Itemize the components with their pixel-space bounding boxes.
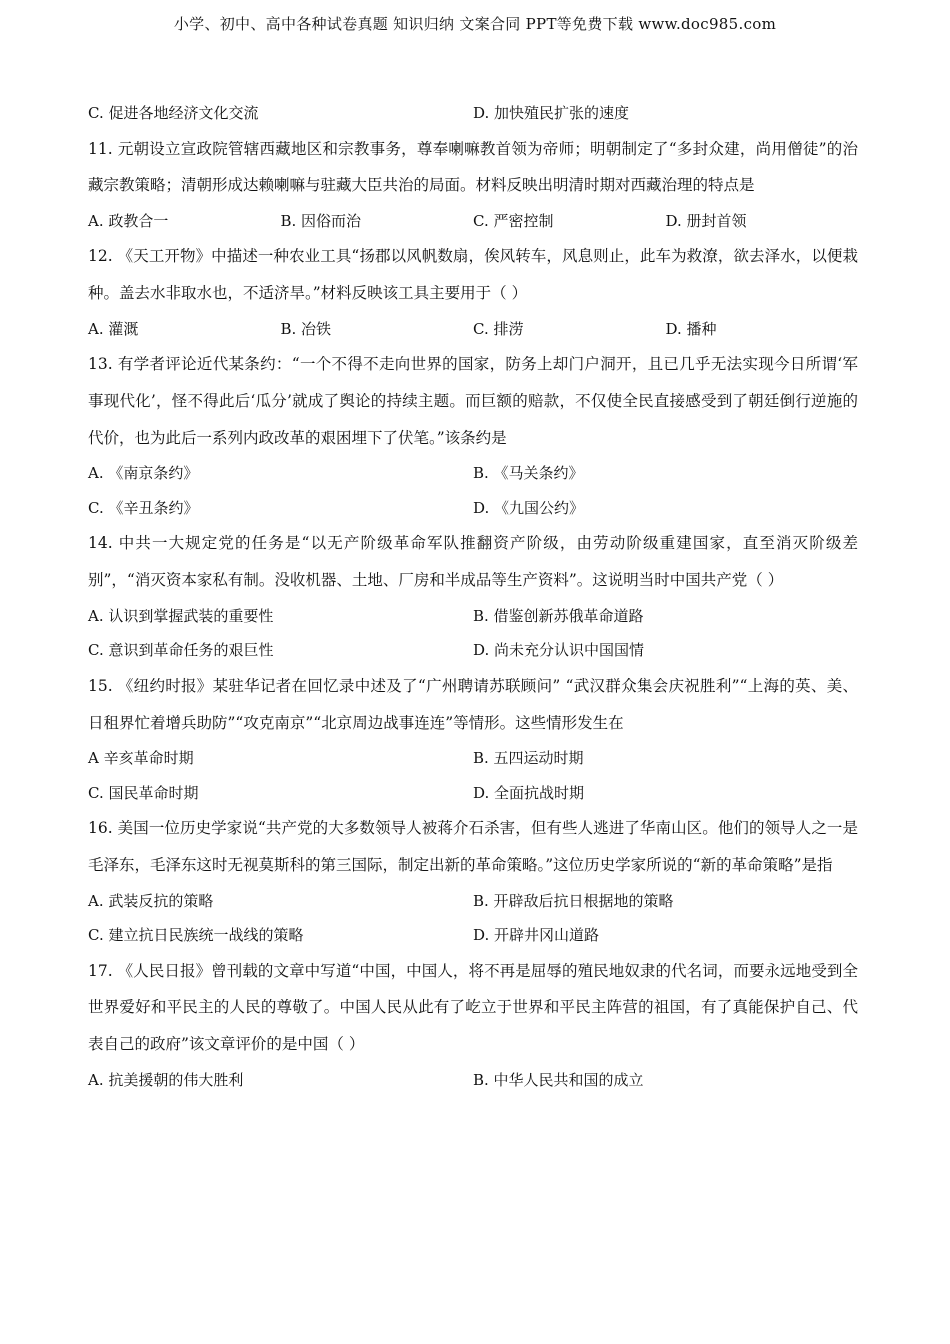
q11-option-c: C. 严密控制 <box>473 211 554 230</box>
q13-option-c: C. 《辛丑条约》 <box>88 498 199 517</box>
q17-option-b: B. 中华人民共和国的成立 <box>473 1070 644 1089</box>
q16-option-d: D. 开辟井冈山道路 <box>473 926 600 945</box>
q14-stem: 14. 中共一大规定党的任务是“以无产阶级革命军队推翻资产阶级，由劳动阶级重建国家，直至消灭阶级差别”，“消灭资本家私有制。没收机器、土地、厂房和半成品等生产资料”。这说明当时中国共产党（ ） <box>88 534 858 590</box>
q16-option-c: C. 建立抗日民族统一战线的策略 <box>88 926 304 945</box>
q15-options-row1 <box>88 741 858 776</box>
q17-options-row1 <box>88 1063 858 1098</box>
q13-option-d: D. 《九国公约》 <box>473 498 585 517</box>
q15-stem: 15. 《纽约时报》某驻华记者在回忆录中述及了“广州聘请苏联顾问” “武汉群众集会庆祝胜利”“上海的英、美、日租界忙着增兵助防”“攻克南京”“北京周边战事连连”等情形。这些情形发生在 <box>88 676 858 732</box>
q11-options <box>88 204 858 239</box>
q14-option-c: C. 意识到革命任务的艰巨性 <box>88 641 274 660</box>
q14-option-d: D. 尚未充分认识中国国情 <box>473 641 645 660</box>
q17-option-a: A. 抗美援朝的伟大胜利 <box>88 1070 244 1089</box>
q14-options-row1 <box>88 599 858 634</box>
q14-option-b: B. 借鉴创新苏俄革命道路 <box>473 606 644 625</box>
q15-option-d: D. 全面抗战时期 <box>473 783 585 802</box>
q15-option-c: C. 国民革命时期 <box>88 783 199 802</box>
q11-stem: 11. 元朝设立宣政院管辖西藏地区和宗教事务，尊奉喇嘛教首领为帝师；明朝制定了“多封众建，尚用僧徒”的治藏宗教策略；清朝形成达赖喇嘛与驻藏大臣共治的局面。材料反映出明清时期对西藏治理的特点是 <box>88 139 858 195</box>
q13-option-a: A. 《南京条约》 <box>88 464 199 483</box>
q12-option-c: C. 排涝 <box>473 319 524 338</box>
q11-option-d: D. 册封首领 <box>665 211 747 230</box>
q12-option-d: D. 播种 <box>665 319 717 338</box>
q13-options-row2 <box>88 491 858 526</box>
q15-option-a: A 辛亥革命时期 <box>88 749 194 768</box>
q13-stem: 13. 有学者评论近代某条约：“一个不得不走向世界的国家，防务上却门户洞开，且已几乎无法实现今日所谓‘军事现代化’，怪不得此后‘瓜分’就成了舆论的持续主题。而巨额的赔款，不仅使全民直接感受到了朝廷倒行逆施的代价，也为此后一系列内政改革的艰困埋下了伏笔。”该条约是 <box>88 355 858 447</box>
q12-option-b: B. 冶铁 <box>280 319 332 338</box>
q14-option-a: A. 认识到掌握武装的重要性 <box>88 606 274 625</box>
q11-option-b: B. 因俗而治 <box>280 211 362 230</box>
q16-option-b: B. 开辟敌后抗日根据地的策略 <box>473 891 674 910</box>
q15-option-b: B. 五四运动时期 <box>473 749 584 768</box>
q11-option-a: A. 政教合一 <box>88 211 169 230</box>
page-header: 小学、初中、高中各种试卷真题 知识归纳 文案合同 PPT等免费下载 www.doc985.com <box>173 15 777 33</box>
q14-options-row2 <box>88 633 858 668</box>
q16-stem: 16. 美国一位历史学家说“共产党的大多数领导人被蒋介石杀害，但有些人逃进了华南山区。他们的领导人之一是毛泽东，毛泽东这时无视莫斯科的第三国际，制定出新的革命策略。”这位历史学家所说的“新的革命策略”是指 <box>88 819 858 874</box>
q16-options-row1 <box>88 884 858 919</box>
q10-option-c: C. 促进各地经济文化交流 <box>88 104 259 122</box>
q15-options-row2 <box>88 776 858 811</box>
q12-options <box>88 312 858 347</box>
q12-option-a: A. 灌溉 <box>88 319 139 338</box>
q16-option-a: A. 武装反抗的策略 <box>88 891 214 910</box>
q10-option-d: D. 加快殖民扩张的速度 <box>473 104 630 122</box>
q13-options-row1 <box>88 456 858 491</box>
q13-option-b: B. 《马关条约》 <box>473 464 584 483</box>
q10-options <box>88 96 858 131</box>
exam-content <box>88 96 858 1097</box>
q12-stem: 12. 《天工开物》中描述一种农业工具“扬郡以风帆数扇，俟风转车，风息则止，此车为救潦，欲去泽水，以便栽种。盖去水非取水也，不适济旱。”材料反映该工具主要用于（ ） <box>88 247 858 303</box>
q17-stem: 17. 《人民日报》曾刊载的文章中写道“中国，中国人，将不再是屈辱的殖民地奴隶的代名词，而要永远地受到全世界爱好和平民主的人民的尊敬了。中国人民从此有了屹立于世界和平民主阵营的祖国，有了真能保护自己、代表自己的政府”该文章评价的是中国（ ） <box>88 961 858 1054</box>
q16-options-row2 <box>88 918 858 953</box>
